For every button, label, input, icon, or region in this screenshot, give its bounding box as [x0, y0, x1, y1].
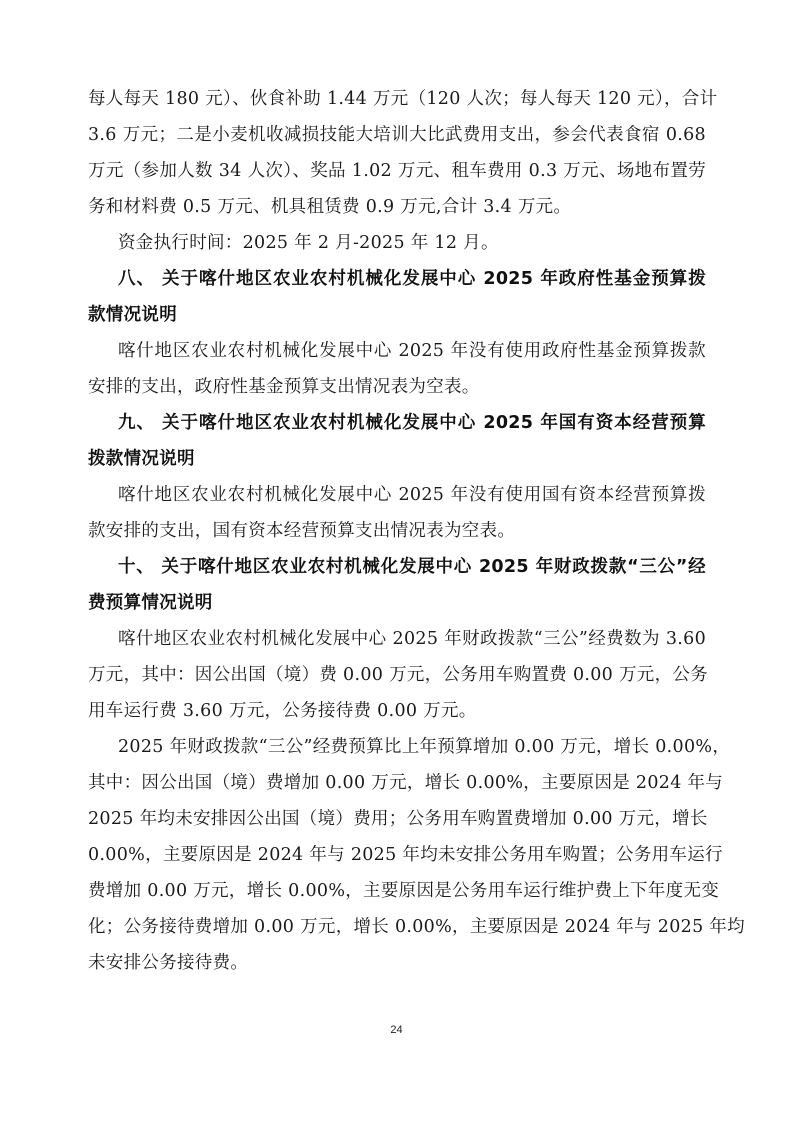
paragraph-line: 费增加 0.00 万元，增长 0.00%，主要原因是公务用车运行维护费上下年度无变	[88, 881, 720, 901]
paragraph-line: 未安排公务接待费。	[88, 953, 249, 973]
section-heading-10: 十、 关于喀什地区农业农村机械化发展中心 2025 年财政拨款“三公”经	[118, 557, 706, 577]
paragraph-line: 安排的支出，政府性基金预算支出情况表为空表。	[88, 377, 480, 397]
paragraph-line: 喀什地区农业农村机械化发展中心 2025 年没有使用国有资本经营预算拨	[118, 485, 706, 505]
paragraph-line: 2025 年财政拨款“三公”经费预算比上年预算增加 0.00 万元，增长 0.00%，	[118, 737, 731, 757]
paragraph-line: 0.00%，主要原因是 2024 年与 2025 年均未安排公务用车购置；公务用车运行	[88, 845, 723, 865]
paragraph-line: 每人每天 180 元）、伙食补助 1.44 万元（120 人次；每人每天 120 元），合计	[88, 89, 718, 109]
paragraph-line: 款安排的支出，国有资本经营预算支出情况表为空表。	[88, 521, 516, 541]
paragraph-line: 万元，其中：因公出国（境）费 0.00 万元，公务用车购置费 0.00 万元，公务	[88, 665, 708, 685]
paragraph-line: 3.6 万元；二是小麦机收减损技能大培训大比武费用支出，参会代表食宿 0.68	[88, 125, 706, 145]
section-heading-10-cont: 费预算情况说明	[88, 593, 213, 613]
page-number: 24	[390, 1024, 403, 1036]
paragraph-line: 2025 年均未安排因公出国（境）费用；公务用车购置费增加 0.00 万元，增长	[88, 809, 708, 829]
section-heading-9: 九、 关于喀什地区农业农村机械化发展中心 2025 年国有资本经营预算	[118, 413, 706, 433]
paragraph-line: 化；公务接待费增加 0.00 万元，增长 0.00%，主要原因是 2024 年与 2025 年均	[88, 917, 745, 937]
paragraph-line: 喀什地区农业农村机械化发展中心 2025 年财政拨款“三公”经费数为 3.60	[118, 629, 706, 649]
section-heading-8-cont: 款情况说明	[88, 305, 177, 325]
paragraph-line: 万元（参加人数 34 人次）、奖品 1.02 万元、租车费用 0.3 万元、场地布置劳	[88, 161, 706, 181]
paragraph-line: 其中：因公出国（境）费增加 0.00 万元，增长 0.00%，主要原因是 2024 年与	[88, 773, 724, 793]
paragraph-line: 务和材料费 0.5 万元、机具租赁费 0.9 万元,合计 3.4 万元。	[88, 197, 572, 217]
section-heading-8: 八、 关于喀什地区农业农村机械化发展中心 2025 年政府性基金预算拨	[118, 269, 706, 289]
paragraph-line: 喀什地区农业农村机械化发展中心 2025 年没有使用政府性基金预算拨款	[118, 341, 706, 361]
section-heading-9-cont: 拨款情况说明	[88, 449, 195, 469]
paragraph-line: 用车运行费 3.60 万元，公务接待费 0.00 万元。	[88, 701, 477, 721]
paragraph-line: 资金执行时间：2025 年 2 月-2025 年 12 月。	[118, 233, 499, 253]
